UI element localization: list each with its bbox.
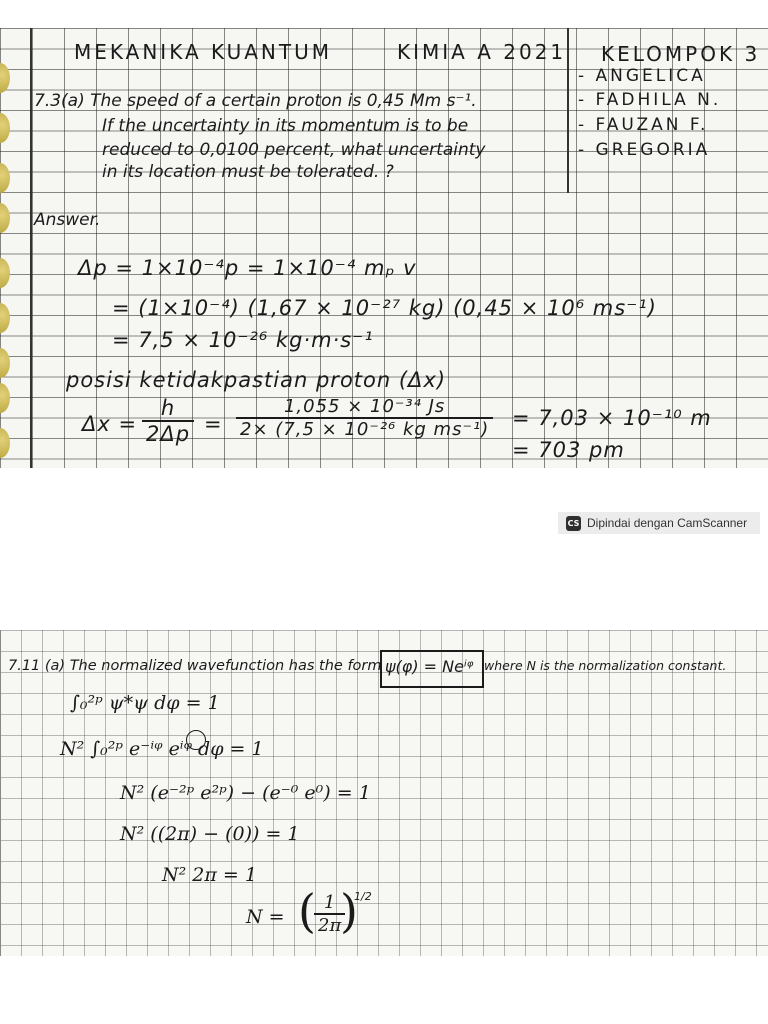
group-label: KELOMPOK 3 (601, 42, 761, 66)
equation-substitution: = (1×10⁻⁴) (1,67 × 10⁻²⁷ kg) (0,45 × 10⁶ ms⁻¹) (112, 296, 657, 320)
question-line: in its location must be tolerated. ? (102, 162, 394, 182)
fraction-h-over-2dp (142, 396, 194, 446)
member-name: - ANGELICA (578, 66, 706, 86)
normalization-step: N² ((2π) − (0)) = 1 (120, 823, 300, 845)
binder-hole (0, 163, 10, 193)
camscanner-label: Dipindai dengan CamScanner (587, 516, 748, 530)
normalization-step: N² 2π = 1 (162, 864, 257, 886)
fraction-denominator: 2π (318, 915, 342, 936)
normalization-step: N² ∫₀²ᵖ e⁻ⁱᵠ eⁱᵠ dφ = 1 (60, 738, 264, 760)
normalization-step: N² (e⁻²ᵖ e²ᵖ) − (e⁻⁰ e⁰) = 1 (120, 782, 371, 804)
camscanner-watermark (558, 512, 760, 534)
fraction-denominator: 2× (7,5 × 10⁻²⁶ kg ms⁻¹) (240, 419, 490, 440)
normalization-constant-label: N = (246, 906, 285, 928)
fraction-denominator: 2Δp (146, 422, 191, 446)
binder-hole (0, 258, 10, 288)
answer-label: Answer. (34, 210, 101, 230)
fraction-numerator: 1,055 × 10⁻³⁴ Js (236, 396, 493, 419)
problem-statement-end: where N is the normalization constant. (484, 658, 727, 673)
member-name: - FADHILA N. (578, 90, 722, 110)
column-divider (567, 28, 569, 193)
binder-hole (0, 383, 10, 413)
exponent-half: 1/2 (354, 890, 372, 903)
delta-x-label: Δx = (82, 412, 138, 436)
fraction-numerator: h (142, 396, 194, 422)
binder-hole (0, 63, 10, 93)
fraction-numerator: 1 (314, 892, 345, 915)
result-meters: = 7,03 × 10⁻¹⁰ m (512, 406, 712, 430)
equals-sign: = (204, 412, 223, 436)
member-name: - FAUZAN F. (578, 115, 709, 135)
camscanner-logo-icon: CS (566, 516, 581, 531)
open-paren: ( (298, 884, 316, 938)
problem-statement: 7.11 (a) The normalized wavefunction has the form (8, 658, 382, 674)
position-uncertainty-heading: posisi ketidakpastian proton (Δx) (66, 368, 447, 392)
equation-momentum: Δp = 1×10⁻⁴p = 1×10⁻⁴ mₚ v (78, 256, 417, 280)
class-label: KIMIA A 2021 (397, 40, 567, 64)
binder-hole (0, 303, 10, 333)
worksheet-page-1 (0, 28, 768, 468)
margin-line (0, 630, 1, 956)
close-paren: ) (340, 884, 358, 938)
normalization-integral: ∫₀²ᵖ ψ*ψ dφ = 1 (70, 692, 220, 714)
binder-hole (0, 203, 10, 233)
question-line: reduced to 0,0100 percent, what uncertainty (102, 140, 486, 160)
margin-line (30, 28, 32, 468)
result-picometers: = 703 pm (512, 438, 625, 462)
wavefunction-formula: ψ(φ) = Neⁱᵠ (385, 657, 474, 676)
equation-result: = 7,5 × 10⁻²⁶ kg·m·s⁻¹ (112, 328, 374, 352)
binder-hole (0, 113, 10, 143)
binder-hole (0, 428, 10, 458)
course-title: MEKANIKA KUANTUM (74, 40, 332, 64)
binder-hole (0, 348, 10, 378)
worksheet-page-2 (0, 630, 768, 956)
fraction-values (236, 396, 493, 440)
circled-exponent (186, 730, 206, 750)
question-line: If the uncertainty in its momentum is to be (102, 116, 469, 136)
question-line: 7.3(a) The speed of a certain proton is 0,45 Mm s⁻¹. (34, 91, 477, 111)
member-name: - GREGORIA (578, 140, 711, 160)
